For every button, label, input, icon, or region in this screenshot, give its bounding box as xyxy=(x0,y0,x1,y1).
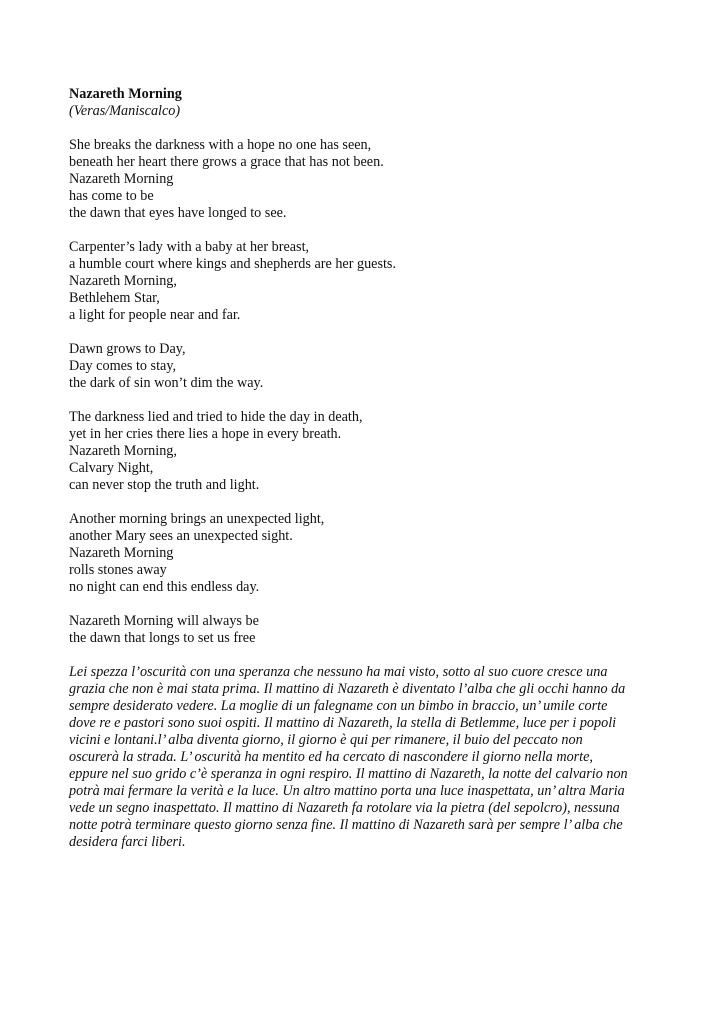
lyric-line: Calvary Night, xyxy=(69,460,154,476)
stanza-4 xyxy=(69,409,659,494)
lyric-line: rolls stones away xyxy=(69,562,167,578)
lyric-line: the dawn that eyes have longed to see. xyxy=(69,205,287,221)
translation-line: potrà mai fermare la verità e la luce. Un altro mattino porta una luce inaspettata, un’ altra Maria xyxy=(69,783,625,799)
lyric-line: no night can end this endless day. xyxy=(69,579,260,595)
translation-line: sempre desiderato vedere. La moglie di un falegname con un bimbo in braccio, un’ umile corte xyxy=(69,698,608,714)
lyric-line: a light for people near and far. xyxy=(69,307,241,323)
translation-line: vicini e lontani.l’ alba diventa giorno, il giorno è qui per rimanere, il buio del peccato non xyxy=(69,732,583,748)
stanza-2 xyxy=(69,239,659,324)
song-title: Nazareth Morning xyxy=(69,86,182,102)
translation-line: eppure nel suo grido c’è speranza in ogni respiro. Il mattino di Nazareth, la notte del calvario non xyxy=(69,766,628,782)
lyric-line: the dawn that longs to set us free xyxy=(69,630,256,646)
lyric-line: Another morning brings an unexpected light, xyxy=(69,511,325,527)
lyric-line: Nazareth Morning, xyxy=(69,273,177,289)
translation-line: notte potrà terminare questo giorno senza fine. Il mattino di Nazareth sarà per sempre l’ alba che xyxy=(69,817,623,833)
stanza-6 xyxy=(69,613,659,647)
translation-line: dove re e pastori sono suoi ospiti. Il mattino di Nazareth, la stella di Betlemme, luce per i popoli xyxy=(69,715,617,731)
stanza-1 xyxy=(69,137,659,222)
translation-line: Lei spezza l’oscurità con una speranza che nessuno ha mai visto, sotto al suo cuore cresce una xyxy=(69,664,608,680)
lyric-line: The darkness lied and tried to hide the day in death, xyxy=(69,409,363,425)
translation-line: oscurerà la strada. L’ oscurità ha mentito ed ha cercato di nascondere il giorno nella morte, xyxy=(69,749,593,765)
translation-line: desidera farci liberi. xyxy=(69,834,186,850)
lyric-line: yet in her cries there lies a hope in every breath. xyxy=(69,426,342,442)
lyric-line: a humble court where kings and shepherds are her guests. xyxy=(69,256,396,272)
lyric-line: She breaks the darkness with a hope no one has seen, xyxy=(69,137,372,153)
lyric-line: beneath her heart there grows a grace that has not been. xyxy=(69,154,384,170)
stanza-3 xyxy=(69,341,659,392)
lyric-line: has come to be xyxy=(69,188,154,204)
lyric-line: Day comes to stay, xyxy=(69,358,177,374)
lyric-line: Bethlehem Star, xyxy=(69,290,160,306)
lyric-line: Nazareth Morning will always be xyxy=(69,613,259,629)
lyric-line: Dawn grows to Day, xyxy=(69,341,186,357)
italian-translation xyxy=(69,664,649,851)
lyric-line: Carpenter’s lady with a baby at her breast, xyxy=(69,239,310,255)
translation-line: grazia che non è mai stata prima. Il mattino di Nazareth è diventato l’alba che gli occhi hanno da xyxy=(69,681,626,697)
lyric-line: Nazareth Morning, xyxy=(69,443,177,459)
document-content xyxy=(69,86,659,851)
lyric-line: Nazareth Morning xyxy=(69,545,174,561)
lyric-line: the dark of sin won’t dim the way. xyxy=(69,375,264,391)
lyric-line: can never stop the truth and light. xyxy=(69,477,260,493)
stanza-5 xyxy=(69,511,659,596)
song-authors: (Veras/Maniscalco) xyxy=(69,103,181,119)
lyric-line: another Mary sees an unexpected sight. xyxy=(69,528,293,544)
translation-line: vede un segno inaspettato. Il mattino di Nazareth fa rotolare via la pietra (del sepolcro), nessuna xyxy=(69,800,620,816)
lyric-line: Nazareth Morning xyxy=(69,171,174,187)
